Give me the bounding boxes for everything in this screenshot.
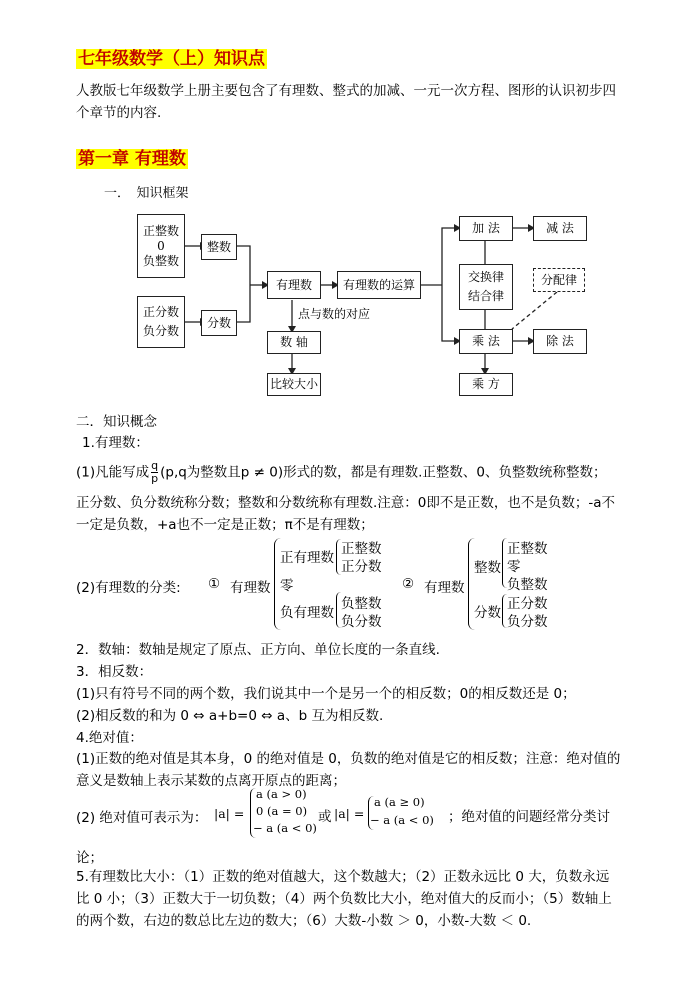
page-title: 七年级数学（上）知识点 [78, 49, 265, 69]
concept-4-line2-end: 论； [76, 850, 103, 866]
fraction-q-over-p: $\frac{q}{p}$ [151, 459, 159, 485]
section-concepts-heading: 二．知识概念 [76, 414, 157, 430]
concept-1-title: 1.有理数： [82, 435, 149, 451]
cls1-zero: 零 [280, 578, 294, 594]
concept-3-title: 3．相反数： [76, 664, 153, 680]
concept-1-line1: (1)凡能写成 $\frac{q}{p}$ (p,q为整数且p ≠ 0)形式的数，都是有理数.正整数、0、负整数统称整数； [76, 459, 607, 485]
cls1-positive-fraction: 正分数 [341, 559, 382, 575]
abs-or: 或 [318, 809, 332, 825]
cls1-positive-integer: 正整数 [341, 541, 382, 557]
abs-case-1: a (a > 0) [256, 787, 307, 801]
classification-2-marker: ② [402, 576, 415, 592]
concept-2-number-line: 2．数轴：数轴是规定了原点、正方向、单位长度的一条直线. [76, 642, 440, 658]
abs-case-3: − a (a < 0) [253, 821, 317, 835]
box-integer: 整数 [201, 234, 237, 260]
box-rational: 有理数 [267, 271, 321, 299]
concept-1-line2: 正分数、负分数统称分数；整数和分数统称有理数.注意：0即不是正数，也不是负数；-a不一定是负数，+a也不一定是正数；π不是有理数； [76, 495, 616, 533]
box-distributive: 分配律 [533, 268, 585, 292]
abs-lhs-1: |a| = [214, 806, 245, 821]
concept-4-line2-prefix: (2) 绝对值可表示为： [76, 810, 208, 826]
concept-5-compare: 5.有理数比大小：（1）正数的绝对值越大，这个数越大；（2）正数永远比 0 大，负数永远比 0 小；（3）正数大于一切负数；（4）两个负数比大小，绝对值大的反而小；（5）数轴上的两个数，右边的数总比左边的数大；（6）大数-小数 ＞ 0，小数-大数 ＜ 0. [76, 869, 612, 929]
cls2-integer: 整数 [474, 560, 501, 576]
box-fraction-members: 正分数 负分数 [137, 296, 185, 348]
concept-4-line2-suffix: ；绝对值的问题经常分类讨 [448, 809, 610, 825]
abs2-case-1: a (a ≥ 0) [374, 795, 425, 809]
concept-4-title: 4.绝对值： [76, 730, 143, 746]
box-subtract: 减 法 [533, 216, 587, 241]
box-number-line: 数 轴 [267, 331, 321, 354]
box-compare: 比较大小 [267, 373, 321, 396]
chapter-heading: 第一章 有理数 [78, 149, 186, 169]
classification-1-marker: ① [208, 576, 221, 592]
classification-1-root: 有理数 [230, 580, 271, 596]
cls2-positive-integer: 正整数 [507, 541, 548, 557]
cls2-negative-integer: 负整数 [507, 577, 548, 593]
cls2-positive-fraction: 正分数 [507, 596, 548, 612]
box-add: 加 法 [459, 216, 513, 241]
box-multiply: 乘 法 [459, 329, 513, 354]
classification-label: (2)有理数的分类: [76, 580, 181, 596]
classification-2-root: 有理数 [424, 580, 465, 596]
label-correspondence: 点与数的对应 [298, 307, 371, 321]
cls2-fraction: 分数 [474, 605, 501, 621]
concept-3-line2: (2)相反数的和为 0 ⇔ a+b=0 ⇔ a、b 互为相反数. [76, 708, 384, 724]
box-laws: 交换律 结合律 [459, 264, 513, 310]
abs2-case-2: − a (a < 0) [370, 813, 434, 827]
cls1-positive-rational: 正有理数 [280, 550, 334, 566]
cls1-negative-rational: 负有理数 [280, 605, 334, 621]
concept-3-line1: (1)只有符号不同的两个数，我们说其中一个是另一个的相反数；0的相反数还是 0； [76, 686, 576, 702]
abs-case-2: 0 (a = 0) [256, 804, 308, 818]
cls2-zero: 零 [507, 559, 521, 575]
section-framework-heading: 一． 知识框架 [104, 186, 189, 201]
cls2-negative-fraction: 负分数 [507, 614, 548, 630]
box-operations: 有理数的运算 [337, 271, 421, 299]
abs-lhs-2: |a| = [334, 806, 365, 821]
box-divide: 除 法 [533, 329, 587, 354]
box-integers-members: 正整数 0 负整数 [137, 214, 185, 278]
cls1-negative-fraction: 负分数 [341, 614, 382, 630]
box-power: 乘 方 [459, 373, 513, 396]
intro-paragraph: 人教版七年级数学上册主要包含了有理数、整式的加减、一元一次方程、图形的认识初步四个章节的内容. [76, 83, 616, 121]
box-fraction: 分数 [201, 310, 237, 336]
concept-4-line1: (1)正数的绝对值是其本身，0 的绝对值是 0，负数的绝对值是它的相反数；注意：绝对值的意义是数轴上表示某数的点离开原点的距离； [76, 751, 621, 789]
cls1-negative-integer: 负整数 [341, 596, 382, 612]
framework-connectors [0, 0, 696, 420]
